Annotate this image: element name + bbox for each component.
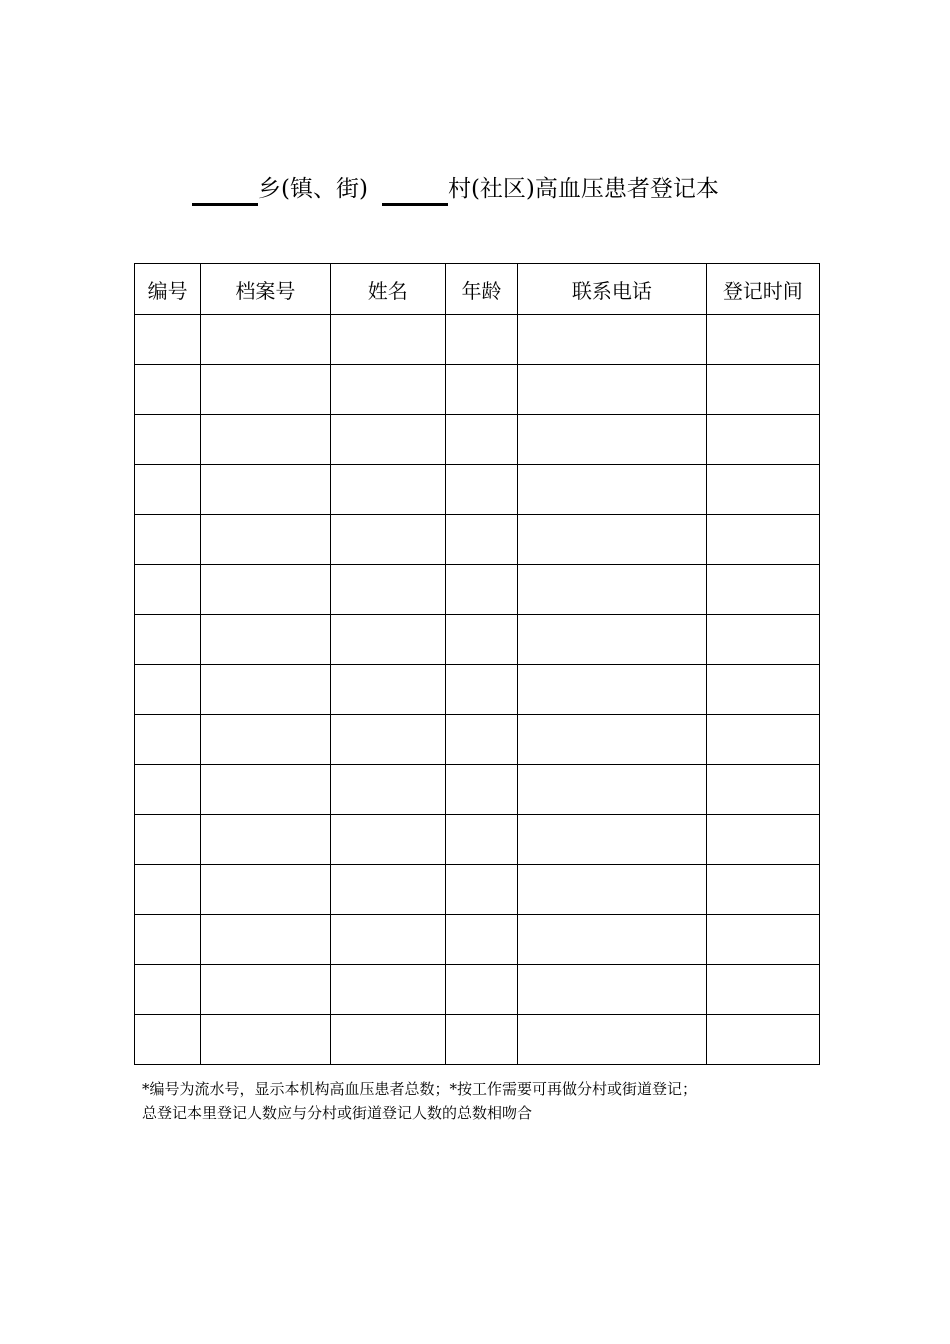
cell-name[interactable] xyxy=(330,615,445,665)
table-row xyxy=(135,1015,820,1065)
cell-phone[interactable] xyxy=(518,665,707,715)
table-row xyxy=(135,315,820,365)
col-header-number: 编号 xyxy=(135,264,201,315)
cell-number[interactable] xyxy=(135,765,201,815)
cell-reg-time[interactable] xyxy=(706,615,819,665)
cell-age[interactable] xyxy=(445,765,517,815)
table-row xyxy=(135,465,820,515)
cell-name[interactable] xyxy=(330,515,445,565)
cell-file-no[interactable] xyxy=(201,465,330,515)
cell-number[interactable] xyxy=(135,465,201,515)
table-row xyxy=(135,915,820,965)
cell-number[interactable] xyxy=(135,415,201,465)
cell-file-no[interactable] xyxy=(201,515,330,565)
cell-phone[interactable] xyxy=(518,415,707,465)
cell-age[interactable] xyxy=(445,415,517,465)
cell-file-no[interactable] xyxy=(201,715,330,765)
cell-number[interactable] xyxy=(135,665,201,715)
col-header-phone: 联系电话 xyxy=(518,264,707,315)
cell-number[interactable] xyxy=(135,565,201,615)
cell-number[interactable] xyxy=(135,515,201,565)
cell-phone[interactable] xyxy=(518,965,707,1015)
cell-number[interactable] xyxy=(135,715,201,765)
cell-file-no[interactable] xyxy=(201,365,330,415)
cell-age[interactable] xyxy=(445,865,517,915)
cell-phone[interactable] xyxy=(518,815,707,865)
cell-file-no[interactable] xyxy=(201,315,330,365)
cell-phone[interactable] xyxy=(518,715,707,765)
cell-name[interactable] xyxy=(330,415,445,465)
cell-age[interactable] xyxy=(445,615,517,665)
table-row xyxy=(135,515,820,565)
col-header-file-no: 档案号 xyxy=(201,264,330,315)
cell-file-no[interactable] xyxy=(201,1015,330,1065)
cell-name[interactable] xyxy=(330,315,445,365)
cell-phone[interactable] xyxy=(518,465,707,515)
cell-age[interactable] xyxy=(445,515,517,565)
table-row xyxy=(135,865,820,915)
footnote-line-1: *编号为流水号，显示本机构高血压患者总数；*按工作需要可再做分村或街道登记； xyxy=(142,1080,698,1098)
table-body xyxy=(135,315,820,1065)
cell-reg-time[interactable] xyxy=(706,315,819,365)
cell-phone[interactable] xyxy=(518,865,707,915)
cell-name[interactable] xyxy=(330,765,445,815)
cell-file-no[interactable] xyxy=(201,765,330,815)
page-title xyxy=(192,166,719,206)
cell-age[interactable] xyxy=(445,965,517,1015)
title-part-township: 乡(镇、街) xyxy=(258,176,368,202)
cell-name[interactable] xyxy=(330,465,445,515)
cell-file-no[interactable] xyxy=(201,915,330,965)
cell-number[interactable] xyxy=(135,615,201,665)
cell-phone[interactable] xyxy=(518,365,707,415)
register-table xyxy=(134,263,820,1065)
cell-file-no[interactable] xyxy=(201,565,330,615)
cell-number[interactable] xyxy=(135,815,201,865)
footnote-line-2: 总登记本里登记人数应与分村或街道登记人数的总数相吻合 xyxy=(142,1104,533,1122)
cell-name[interactable] xyxy=(330,915,445,965)
cell-name[interactable] xyxy=(330,715,445,765)
col-header-age: 年龄 xyxy=(445,264,517,315)
cell-reg-time[interactable] xyxy=(706,565,819,615)
table-row xyxy=(135,365,820,415)
cell-age[interactable] xyxy=(445,815,517,865)
cell-file-no[interactable] xyxy=(201,665,330,715)
cell-number[interactable] xyxy=(135,965,201,1015)
cell-reg-time[interactable] xyxy=(706,465,819,515)
cell-file-no[interactable] xyxy=(201,965,330,1015)
cell-number[interactable] xyxy=(135,865,201,915)
cell-file-no[interactable] xyxy=(201,815,330,865)
cell-phone[interactable] xyxy=(518,315,707,365)
col-header-name: 姓名 xyxy=(330,264,445,315)
table-row xyxy=(135,715,820,765)
cell-phone[interactable] xyxy=(518,615,707,665)
cell-reg-time[interactable] xyxy=(706,515,819,565)
cell-name[interactable] xyxy=(330,965,445,1015)
cell-reg-time[interactable] xyxy=(706,865,819,915)
cell-age[interactable] xyxy=(445,1015,517,1065)
title-part-village: 村(社区)高血压患者登记本 xyxy=(447,176,719,202)
table-row xyxy=(135,565,820,615)
cell-number[interactable] xyxy=(135,365,201,415)
cell-file-no[interactable] xyxy=(201,615,330,665)
cell-age[interactable] xyxy=(445,715,517,765)
cell-file-no[interactable] xyxy=(201,415,330,465)
table-row xyxy=(135,665,820,715)
cell-age[interactable] xyxy=(445,315,517,365)
cell-reg-time[interactable] xyxy=(706,815,819,865)
cell-name[interactable] xyxy=(330,865,445,915)
col-header-reg-time: 登记时间 xyxy=(706,264,819,315)
cell-name[interactable] xyxy=(330,565,445,615)
table-row xyxy=(135,615,820,665)
cell-name[interactable] xyxy=(330,815,445,865)
cell-phone[interactable] xyxy=(518,565,707,615)
table-row xyxy=(135,765,820,815)
cell-age[interactable] xyxy=(445,915,517,965)
cell-age[interactable] xyxy=(445,665,517,715)
cell-reg-time[interactable] xyxy=(706,415,819,465)
cell-reg-time[interactable] xyxy=(706,1015,819,1065)
cell-name[interactable] xyxy=(330,1015,445,1065)
cell-phone[interactable] xyxy=(518,1015,707,1065)
cell-reg-time[interactable] xyxy=(706,915,819,965)
footnotes xyxy=(142,1077,697,1125)
cell-number[interactable] xyxy=(135,915,201,965)
cell-reg-time[interactable] xyxy=(706,365,819,415)
cell-name[interactable] xyxy=(330,665,445,715)
cell-age[interactable] xyxy=(445,465,517,515)
cell-phone[interactable] xyxy=(518,765,707,815)
table-row xyxy=(135,415,820,465)
header-row xyxy=(135,264,820,315)
cell-number[interactable] xyxy=(135,315,201,365)
cell-file-no[interactable] xyxy=(201,865,330,915)
cell-phone[interactable] xyxy=(518,515,707,565)
cell-reg-time[interactable] xyxy=(706,665,819,715)
cell-reg-time[interactable] xyxy=(706,765,819,815)
township-blank[interactable] xyxy=(192,173,258,206)
cell-phone[interactable] xyxy=(518,915,707,965)
cell-age[interactable] xyxy=(445,565,517,615)
cell-age[interactable] xyxy=(445,365,517,415)
cell-name[interactable] xyxy=(330,365,445,415)
table-row xyxy=(135,965,820,1015)
cell-number[interactable] xyxy=(135,1015,201,1065)
cell-reg-time[interactable] xyxy=(706,965,819,1015)
village-blank[interactable] xyxy=(382,173,448,206)
cell-reg-time[interactable] xyxy=(706,715,819,765)
table-row xyxy=(135,815,820,865)
